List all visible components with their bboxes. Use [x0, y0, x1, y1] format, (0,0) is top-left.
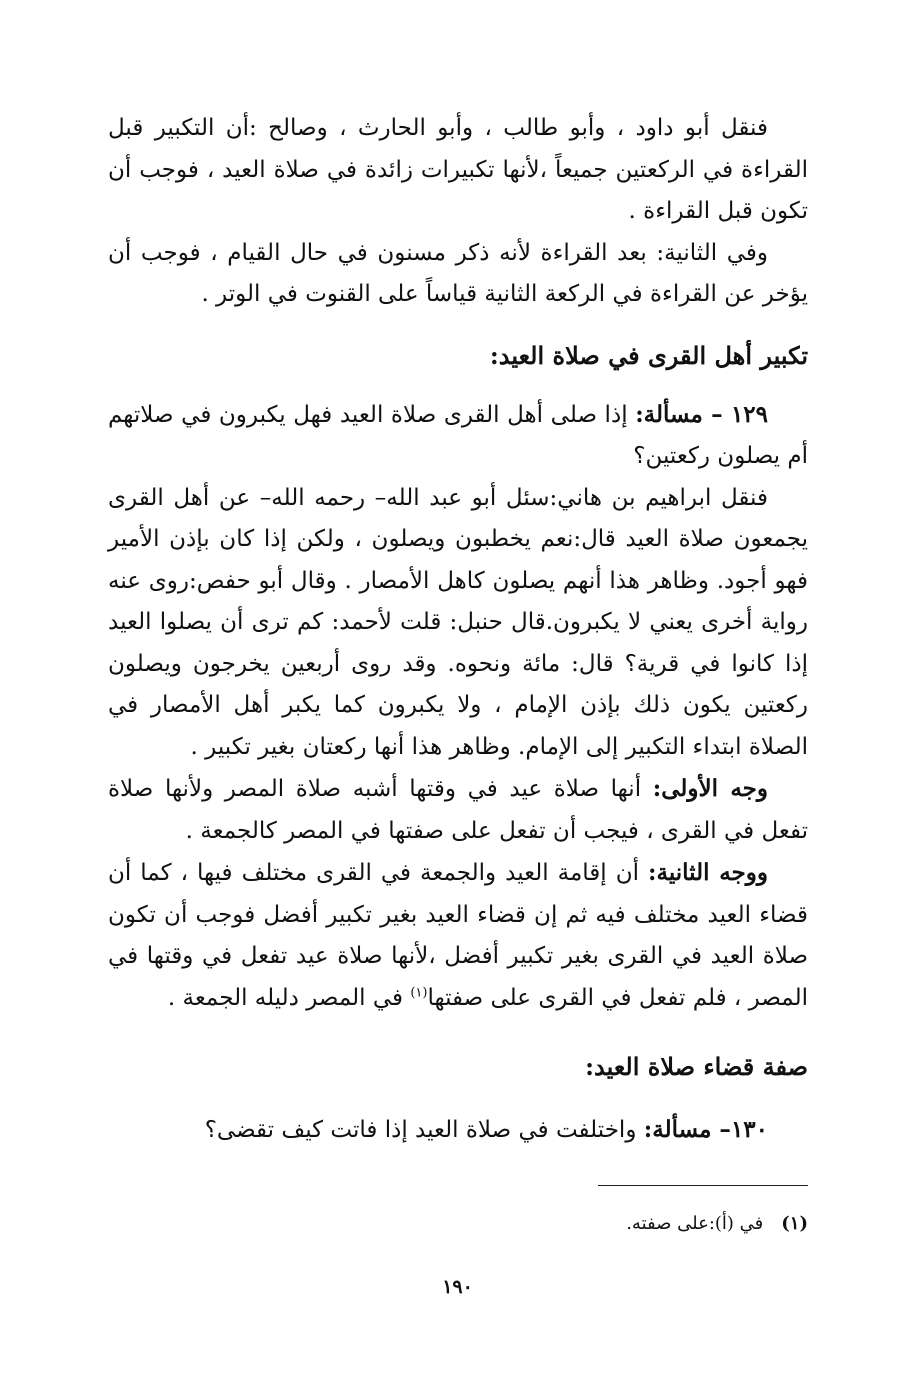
issue-130-label: ١٣٠– مسألة:: [643, 1116, 768, 1143]
footnote-reference: (١): [410, 984, 428, 1000]
issue-129: [108, 394, 808, 478]
footnote-text: في (أ):على صفته.: [626, 1213, 764, 1234]
paragraph-second-narration: وفي الثانية: بعد القراءة لأنه ذكر مسنون في حال القيام ، فوجب أن يؤخر عن القراءة في الركعة الثانية قياساً على القنوت في الوتر .: [108, 239, 808, 307]
issue-129-text: إذا صلى أهل القرى صلاة العيد فهل يكبرون في صلاتهم أم يصلون ركعتين؟: [108, 401, 808, 469]
paragraph-transmission: فنقل أبو داود ، وأبو طالب ، وأبو الحارث ، وصالح :أن التكبير قبل القراءة في الركعتين جميعاً ،لأنها تكبيرات زائدة في صلاة العيد ، فوجب أن تكون قبل القراءة .: [108, 115, 808, 224]
issue-130: [108, 1109, 808, 1151]
first-view-text: أنها صلاة عيد في وقتها أشبه صلاة المصر ولأنها صلاة تفعل في القرى ، فيجب أن تفعل على صفتها في المصر كالجمعة .: [108, 776, 808, 844]
second-view-label: ووجه الثانية:: [648, 859, 768, 886]
footnote-mark: (١): [781, 1213, 808, 1234]
first-view-label: وجه الأولى:: [652, 775, 768, 802]
paragraph-ibrahim: فنقل ابراهيم بن هاني:سئل أبو عبد الله– رحمه الله– عن أهل القرى يجمعون صلاة العيد قال:نعم يخطبون ويصلون ، ولكن إذا كان بإذن الأمير فهو أجود. وظاهر هذا أنهم يصلون كاهل الأمصار . وقال أبو حفص:روى عنه رواية أخرى يعني لا يكبرون.قال حنبل: قلت لأحمد: كم ترى أن يصلوا العيد إذا كانوا في قرية؟ قال: مائة ونحوه. وقد روى أربعين يخرجون ويصلون ركعتين يكون ذلك بإذن الإمام ، ولا يكبرون كما يكبر أهل الأمصار في الصلاة ابتداء التكبير إلى الإمام. وظاهر هذا أنها ركعتان بغير تكبير .: [108, 484, 808, 760]
second-view-text-end: في المصر دليله الجمعة .: [167, 984, 404, 1011]
section-heading-villages: تكبير أهل القرى في صلاة العيد:: [489, 340, 808, 370]
footnote-separator: [598, 1185, 808, 1186]
page-body: [108, 108, 808, 1151]
section-heading-makeup-prayer: صفة قضاء صلاة العيد:: [585, 1052, 808, 1081]
first-view: [108, 768, 808, 852]
issue-129-label: ١٢٩ – مسألة:: [635, 400, 768, 428]
second-view-text: أن إقامة العيد والجمعة في القرى مختلف فيها ، كما أن قضاء العيد مختلف فيه ثم إن قضاء العيد بغير تكبير أفضل فوجب أن تكون صلاة العيد في القرى بغير تكبير أفضل ،لأنها صلاة عيد تفعل في وقتها في المصر ، فلم تفعل في القرى على صفتها: [108, 860, 808, 1011]
footnote: [626, 1210, 808, 1238]
page-number: ١٩٠: [442, 1276, 473, 1298]
second-view: [108, 852, 808, 1019]
issue-130-text: واختلفت في صلاة العيد إذا فاتت كيف تقضى؟: [204, 1117, 637, 1143]
